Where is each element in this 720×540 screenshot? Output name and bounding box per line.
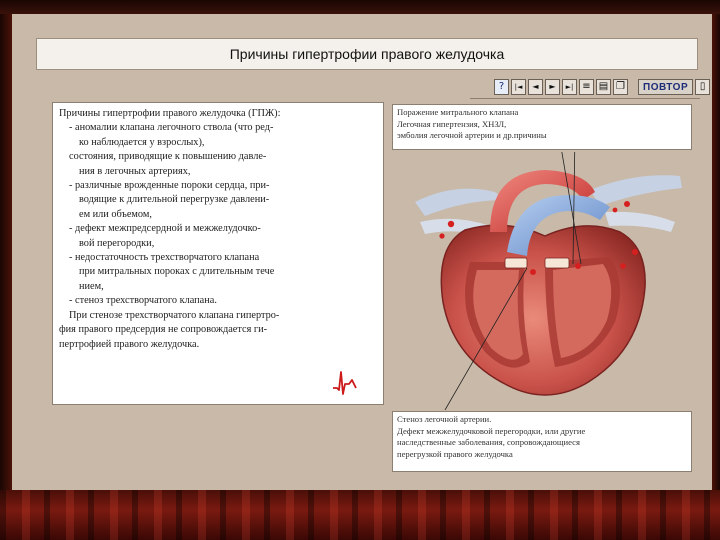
next-slide-button[interactable] xyxy=(545,79,560,95)
skip-forward-icon: ►| xyxy=(565,82,574,91)
text-line: ния в легочных артериях, xyxy=(79,165,191,177)
text-line: состояния, приводящие к повышению давле- xyxy=(69,151,267,163)
skip-back-icon: |◄ xyxy=(514,82,523,91)
curtain-bottom xyxy=(0,490,720,540)
search-button[interactable] xyxy=(613,79,628,95)
heart-illustration xyxy=(395,152,695,410)
caption-line: Поражение митрального клапана xyxy=(397,107,519,117)
text-line: ко наблюдается у взрослых), xyxy=(79,136,205,148)
navigation-toolbar xyxy=(494,77,710,97)
text-line: нием, xyxy=(79,280,104,292)
text-line: водящие к длительной перегрузке давлени- xyxy=(79,194,270,206)
curtain-right xyxy=(712,14,720,490)
caption-line: Стеноз легочной артерии. xyxy=(397,414,492,424)
list-icon: ≡ xyxy=(582,81,591,92)
curtain-left xyxy=(0,14,12,490)
document-icon: ▤ xyxy=(598,81,609,92)
text-line: при митральных пороках с длительным тече xyxy=(79,266,275,278)
toolbar-divider xyxy=(470,98,700,99)
arrow-left-icon: ◄ xyxy=(532,82,539,91)
text-line: пертрофией правого желудочка. xyxy=(59,338,200,350)
caption-line: наследственные заболевания, сопровождающиеся xyxy=(397,437,580,448)
arrow-right-icon: ► xyxy=(549,82,556,91)
caption-line: перегрузкой правого желудочка xyxy=(397,448,513,459)
help-button[interactable] xyxy=(494,79,509,95)
text-line: При стенозе трехстворчатого клапана гипертро- xyxy=(69,309,280,321)
main-text-panel xyxy=(52,102,384,405)
window-frame-top xyxy=(0,0,720,14)
ekg-icon xyxy=(332,368,358,398)
info-button[interactable] xyxy=(596,79,611,95)
caption-line: Дефект межжелудочковой перегородки, или другие xyxy=(397,425,586,436)
first-slide-button[interactable] xyxy=(511,79,526,95)
text-line: - стеноз трехстворчатого клапана. xyxy=(69,295,217,307)
exit-button[interactable] xyxy=(695,79,710,95)
caption-bottom xyxy=(392,411,692,472)
text-line: - аномалии клапана легочного ствола (что ред- xyxy=(69,122,274,134)
door-icon: ▯ xyxy=(699,81,706,92)
text-line: ем или объемом, xyxy=(79,208,152,220)
page-title: Причины гипертрофии правого желудочка xyxy=(229,46,505,62)
caption-top xyxy=(392,104,692,150)
window-icon: ❐ xyxy=(616,81,625,92)
repeat-button[interactable]: ПОВТОР xyxy=(638,79,693,95)
text-line: вой перегородки, xyxy=(79,237,155,249)
title-bar xyxy=(36,38,698,70)
text-line: фия правого предсердия не сопровождается ги- xyxy=(59,324,268,336)
text-line: - дефект межпредсердной и межжелудочко- xyxy=(69,223,261,235)
previous-slide-button[interactable] xyxy=(528,79,543,95)
contents-button[interactable] xyxy=(579,79,594,95)
caption-line: эмболия легочной артерии и др.причины xyxy=(397,130,547,141)
text-line: - различные врожденные пороки сердца, при- xyxy=(69,180,270,192)
last-slide-button[interactable] xyxy=(562,79,577,95)
caption-line: Легочная гипертензия, ХНЗЛ, xyxy=(397,118,507,129)
help-icon: ? xyxy=(498,81,505,92)
text-heading: Причины гипертрофии правого желудочка (ГПЖ): xyxy=(59,108,281,119)
text-line: - недостаточность трехстворчатого клапана xyxy=(69,252,260,264)
